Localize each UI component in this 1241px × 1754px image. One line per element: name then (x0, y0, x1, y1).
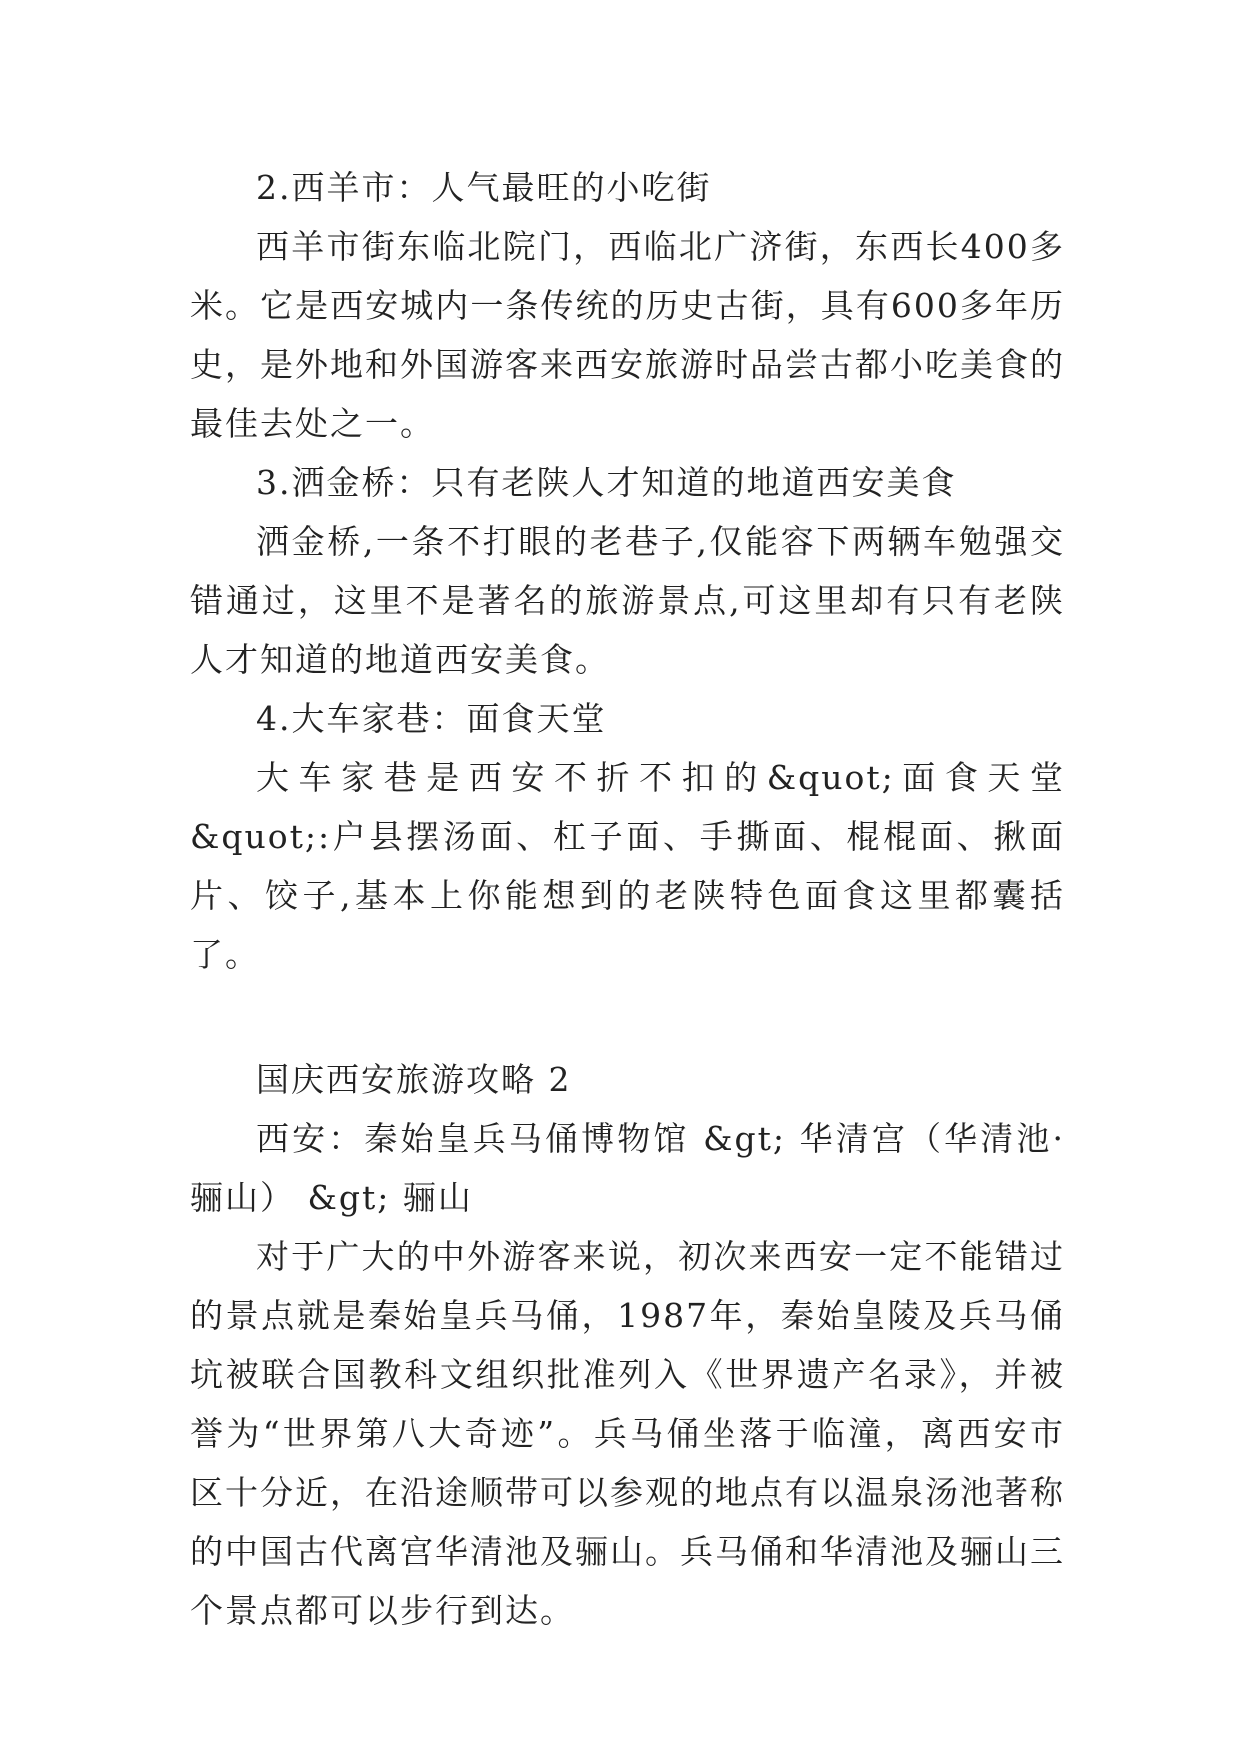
heading-sajinqiao: 3.洒金桥：只有老陕人才知道的地道西安美食 (256, 463, 957, 502)
paragraph-dachejiaxiang: 大车家巷是西安不折不扣的&quot;面食天堂&quot;:户县摆汤面、杠子面、手撕面、棍棍面、揪面片、饺子,基本上你能想到的老陕特色面食这里都囊括了。 (190, 758, 1065, 974)
paragraph-sajinqiao: 洒金桥,一条不打眼的老巷子,仅能容下两辆车勉强交错通过，这里不是著名的旅游景点,可这里却有只有老陕人才知道的地道西安美食。 (190, 522, 1065, 679)
paragraph-xiyangshi: 西羊市街东临北院门，西临北广济街，东西长400多米。它是西安城内一条传统的历史古街，具有600多年历史，是外地和外国游客来西安旅游时品尝古都小吃美食的最佳去处之一。 (190, 227, 1065, 443)
heading-dachejiaxiang: 4.大车家巷：面食天堂 (256, 699, 607, 738)
heading-xiyangshi: 2.西羊市：人气最旺的小吃街 (256, 168, 712, 207)
paragraph-terracotta: 对于广大的中外游客来说，初次来西安一定不能错过的景点就是秦始皇兵马俑，1987年，秦始皇陵及兵马俑坑被联合国教科文组织批准列入《世界遗产名录》，并被誉为“世界第八大奇迹”。兵马俑坐落于临潼，离西安市区十分近，在沿途顺带可以参观的地点有以温泉汤池著称的中国古代离宫华清池及骊山。兵马俑和华清池及骊山三个景点都可以步行到达。 (190, 1237, 1065, 1630)
section-spacer (190, 984, 1065, 1050)
itinerary-route: 西安：秦始皇兵马俑博物馆 &gt; 华清宫（华清池·骊山） &gt; 骊山 (190, 1119, 1065, 1217)
document-body (190, 158, 1065, 1640)
section-title: 国庆西安旅游攻略 2 (256, 1060, 572, 1099)
